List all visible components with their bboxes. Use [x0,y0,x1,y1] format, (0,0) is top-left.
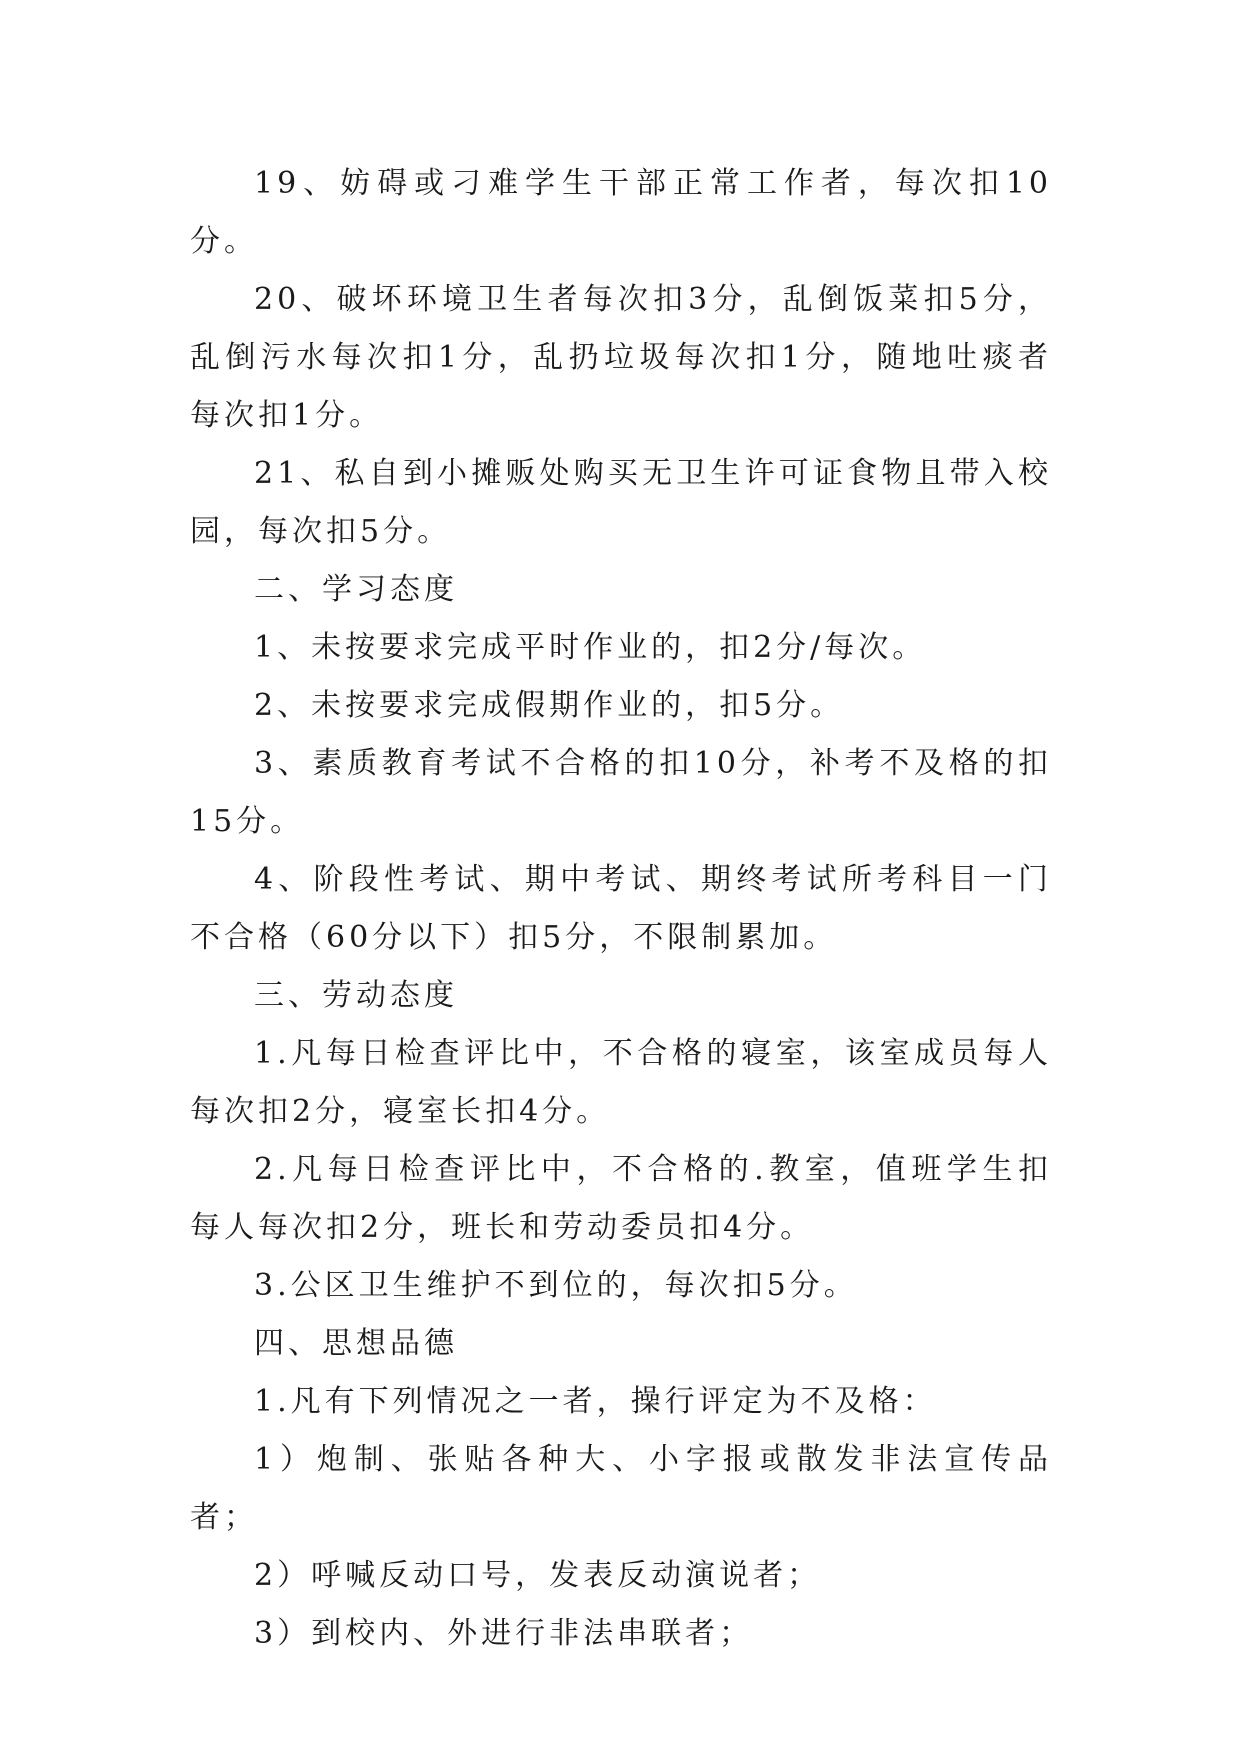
paragraph-rule-20: 20、破坏环境卫生者每次扣3分，乱倒饭菜扣5分，乱倒污水每次扣1分，乱扔垃圾每次扣1分，随地吐痰者每次扣1分。 [190,282,1052,433]
section-heading-moral-character: 四、思想品德 [254,1326,458,1361]
paragraph-labor-3: 3.公区卫生维护不到位的，每次扣5分。 [254,1268,858,1303]
section-heading-study-attitude: 二、学习态度 [254,572,458,607]
paragraph-moral-1-item-3: 3）到校内、外进行非法串联者； [254,1616,754,1651]
paragraph-study-2: 2、未按要求完成假期作业的，扣5分。 [254,688,845,723]
paragraph-study-3: 3、素质教育考试不合格的扣10分，补考不及格的扣15分。 [190,746,1052,839]
paragraph-rule-21: 21、私自到小摊贩处购买无卫生许可证食物且带入校园，每次扣5分。 [190,456,1052,549]
paragraph-labor-2: 2.凡每日检查评比中，不合格的.教室，值班学生扣每人每次扣2分，班长和劳动委员扣4分。 [190,1152,1052,1245]
paragraph-rule-19: 19、妨碍或刁难学生干部正常工作者，每次扣10分。 [190,166,1052,259]
document-body [190,155,1052,1663]
paragraph-moral-1-item-1: 1）炮制、张贴各种大、小字报或散发非法宣传品者； [190,1442,1052,1535]
section-heading-labor-attitude: 三、劳动态度 [254,978,458,1013]
paragraph-study-4: 4、阶段性考试、期中考试、期终考试所考科目一门不合格（60分以下）扣5分，不限制累加。 [190,862,1052,955]
paragraph-labor-1: 1.凡每日检查评比中，不合格的寝室，该室成员每人每次扣2分，寝室长扣4分。 [190,1036,1052,1129]
paragraph-study-1: 1、未按要求完成平时作业的，扣2分/每次。 [254,630,927,665]
paragraph-moral-1-item-2: 2）呼喊反动口号，发表反动演说者； [254,1558,822,1593]
paragraph-moral-1: 1.凡有下列情况之一者，操行评定为不及格： [254,1384,937,1419]
